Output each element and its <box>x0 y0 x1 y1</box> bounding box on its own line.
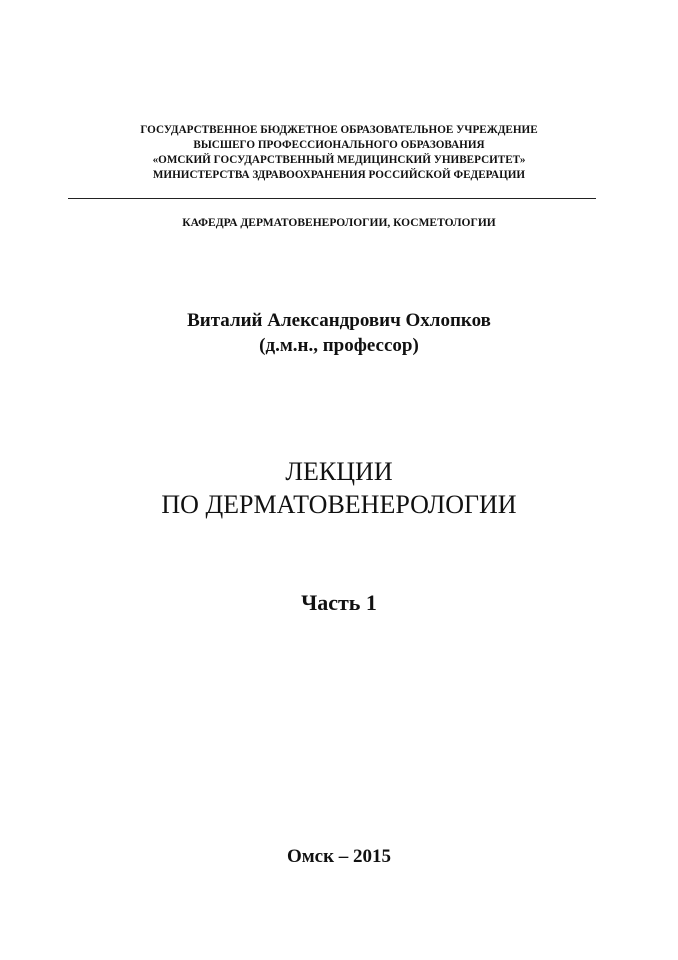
document-title <box>0 455 678 521</box>
institution-line-2: ВЫСШЕГО ПРОФЕССИОНАЛЬНОГО ОБРАЗОВАНИЯ <box>193 139 485 151</box>
author-block <box>0 308 678 358</box>
institution-line-4: МИНИСТЕРСТВА ЗДРАВООХРАНЕНИЯ РОССИЙСКОЙ ФЕДЕРАЦИИ <box>152 169 526 181</box>
imprint-city-year: Омск – 2015 <box>286 846 392 867</box>
part-label: Часть 1 <box>301 590 377 615</box>
title-line-2: ПО ДЕРМАТОВЕНЕРОЛОГИИ <box>161 490 517 519</box>
institution-line-3: «ОМСКИЙ ГОСУДАРСТВЕННЫЙ МЕДИЦИНСКИЙ УНИВЕРСИТЕТ» <box>152 154 526 166</box>
header-divider <box>68 198 596 199</box>
author-name: Виталий Александрович Охлопков <box>187 310 491 331</box>
institution-header <box>10 123 668 183</box>
institution-line-1: ГОСУДАРСТВЕННОЕ БЮДЖЕТНОЕ ОБРАЗОВАТЕЛЬНОЕ УЧРЕЖДЕНИЕ <box>140 124 538 136</box>
department-name: КАФЕДРА ДЕРМАТОВЕНЕРОЛОГИИ, КОСМЕТОЛОГИИ <box>182 217 496 229</box>
author-credentials: (д.м.н., профессор) <box>259 335 419 356</box>
title-line-1: ЛЕКЦИИ <box>285 457 393 486</box>
